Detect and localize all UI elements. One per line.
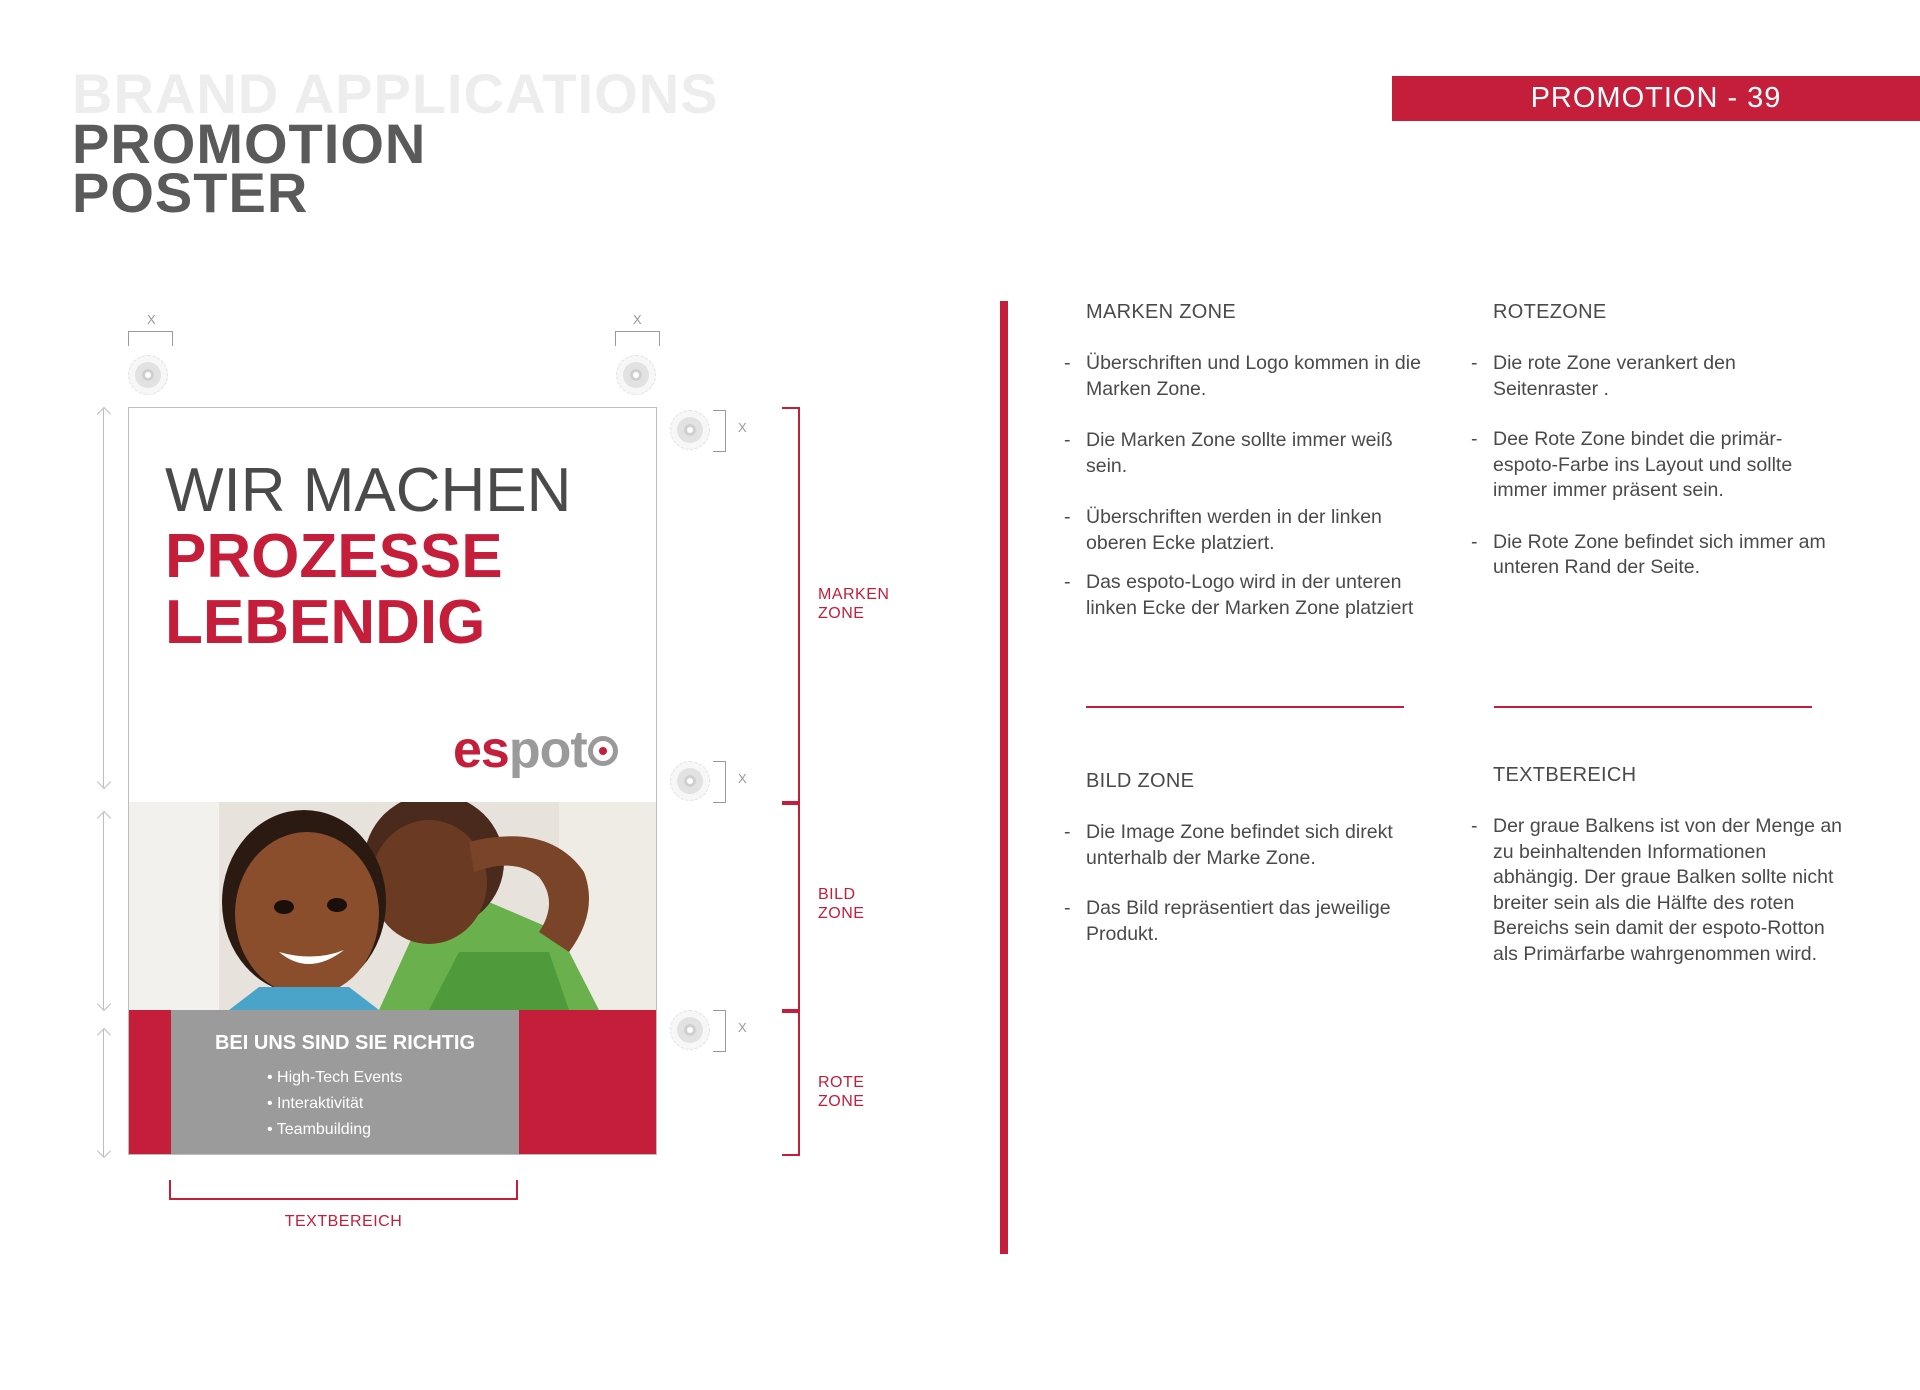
bild-zone-bracket [782,803,800,1011]
rote-zone-label-line2: ZONE [818,1093,865,1110]
logo-part-es: es [453,721,509,779]
textbereich-heading: TEXTBEREICH [1493,764,1637,786]
list-item: • Interaktivität [267,1091,402,1117]
logo-target-icon [588,736,618,766]
espoto-logo [453,722,618,778]
list-item: - Die rote Zone verankert den Seitenraster . [1471,351,1841,402]
list-item: - Überschriften und Logo kommen in die Marken Zone. [1064,351,1434,402]
bild-zone-label-line1: BILD [818,886,856,903]
list-item: - Dee Rote Zone bindet die primär-espoto-Farbe ins Layout und sollte immer immer präsent sein. [1471,427,1841,504]
rote-zone-label-line1: ROTE [818,1074,865,1091]
section-rule [1494,706,1812,708]
rote-zone-label [818,1073,864,1111]
marken-zone-label [818,585,889,623]
poster-headline-line3: LEBENDIG [165,588,486,657]
poster-textbox [171,1010,519,1155]
guide-circle-icon [670,410,710,450]
rote-zone-bracket [782,1011,800,1156]
margin-bracket-right [615,331,660,346]
rote-zone-list [1471,351,1841,581]
list-item: • Teambuilding [267,1117,402,1143]
list-item: - Die Marken Zone sollte immer weiß sein. [1064,428,1434,479]
marken-zone-label-line1: MARKEN [818,586,890,603]
marken-zone-list [1064,351,1434,621]
page-title-line2: POSTER [72,161,309,224]
page-title-line1: PROMOTION [72,112,427,175]
poster-mockup [128,407,657,1155]
margin-x-label-side: X [738,771,747,786]
bild-zone-heading: BILD ZONE [1086,770,1195,792]
guide-circle-icon [670,761,710,801]
list-item: - Das Bild repräsentiert das jeweilige Produkt. [1064,896,1434,947]
guide-circle-icon [616,355,656,395]
list-item: • High-Tech Events [267,1065,402,1091]
page-tag: PROMOTION - 39 [1392,76,1920,121]
margin-bracket-side [713,761,726,803]
bild-zone-label [818,885,864,923]
marken-zone-bracket [782,407,800,803]
marken-zone-label-line2: ZONE [818,605,865,622]
guide-circle-icon [128,355,168,395]
poster-textbox-list [267,1065,402,1143]
poster-photo [129,802,656,1010]
logo-part-pot: pot [508,721,587,779]
section-kicker: BRAND APPLICATIONS [72,62,719,125]
margin-bracket-side [713,410,726,452]
textbereich-bracket [169,1180,518,1200]
height-arrow-bild [103,813,104,1009]
poster-headline-line2: PROZESSE [165,522,503,591]
vertical-divider [1000,301,1008,1254]
height-arrow-rote [103,1030,104,1156]
list-item: - Die Image Zone befindet sich direkt unterhalb der Marke Zone. [1064,820,1434,871]
textbereich-label: TEXTBEREICH [284,1213,403,1230]
list-item: - Überschriften werden in der linken oberen Ecke platziert. [1064,505,1434,556]
poster-headline-line1: WIR MACHEN [165,456,572,525]
bild-zone-label-line2: ZONE [818,905,865,922]
list-item: - Das espoto-Logo wird in der unteren linken Ecke der Marken Zone platziert [1064,570,1434,621]
list-item: - Die Rote Zone befindet sich immer am unteren Rand der Seite. [1471,530,1841,581]
margin-bracket-side [713,1010,726,1052]
poster-textbox-title: BEI UNS SIND SIE RICHTIG [214,1032,476,1054]
marken-zone-heading: MARKEN ZONE [1086,301,1236,323]
margin-bracket-left [128,331,173,346]
guide-circle-icon [670,1010,710,1050]
margin-x-label-right: X [633,312,642,327]
page-title [72,112,427,224]
margin-x-label-left: X [147,312,156,327]
photo-illustration [129,802,656,1010]
bild-zone-list [1064,820,1434,947]
margin-x-label-side: X [738,1020,747,1035]
margin-x-label-side: X [738,420,747,435]
height-arrow-marken [103,409,104,787]
rote-zone-heading: ROTEZONE [1493,301,1607,323]
section-rule [1086,706,1404,708]
list-item: - Der graue Balkens ist von der Menge an zu beinhaltenden Informationen abhängig. Der graue Balken sollte nicht breiter sein als die Hälfte des roten Bereichs sein damit der espoto-Rotton als Primärfarbe wahrgenommen wird. [1471,814,1851,967]
textbereich-list [1471,814,1851,967]
